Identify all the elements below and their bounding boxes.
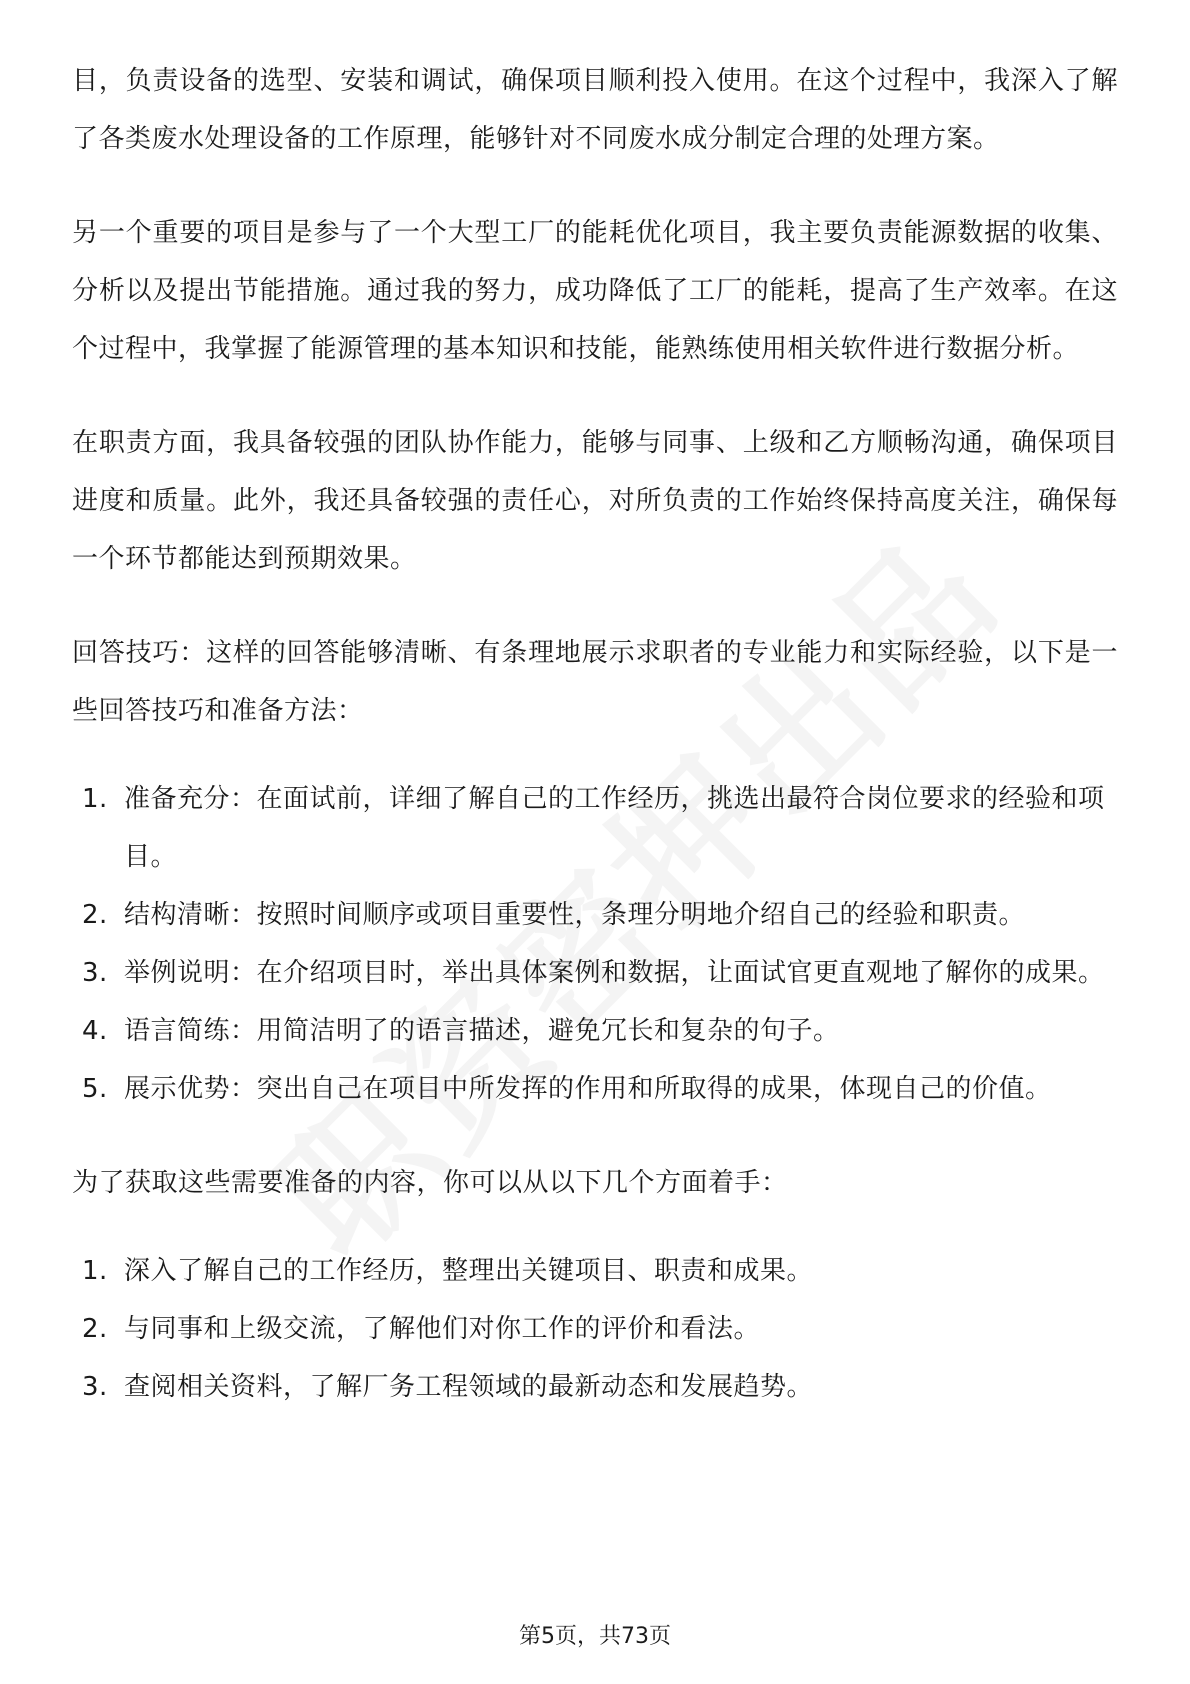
list-item (72, 1300, 1118, 1358)
list-item-number: 1. (82, 1256, 108, 1286)
page-number-footer: 第5页，共73页 (519, 1624, 671, 1649)
paragraph-project-wastewater: 目，负责设备的选型、安装和调试，确保项目顺利投入使用。在这个过程中，我深入了解了各类废水处理设备的工作原理，能够针对不同废水成分制定合理的处理方案。 (72, 66, 1118, 154)
paragraph-project-energy: 另一个重要的项目是参与了一个大型工厂的能耗优化项目，我主要负责能源数据的收集、分析以及提出节能措施。通过我的努力，成功降低了工厂的能耗，提高了生产效率。在这个过程中，我掌握了能源管理的基本知识和技能，能熟练使用相关软件进行数据分析。 (72, 218, 1118, 364)
paragraph-preparation-intro: 为了获取这些需要准备的内容，你可以从以下几个方面着手： (72, 1168, 788, 1198)
list-item (72, 1002, 1118, 1060)
list-item-text: 举例说明：在介绍项目时，举出具体案例和数据，让面试官更直观地了解你的成果。 (124, 958, 1105, 988)
list-item-number: 2. (82, 900, 108, 930)
tips-list (72, 770, 1118, 1118)
list-item-text: 与同事和上级交流，了解他们对你工作的评价和看法。 (124, 1314, 761, 1344)
list-item-number: 5. (82, 1074, 108, 1104)
list-item (72, 1060, 1118, 1118)
list-item-text: 查阅相关资料，了解厂务工程领域的最新动态和发展趋势。 (124, 1372, 814, 1402)
list-item-text: 语言简练：用简洁明了的语言描述，避免冗长和复杂的句子。 (124, 1016, 840, 1046)
list-item-number: 3. (82, 958, 108, 988)
list-item (72, 1358, 1118, 1416)
document-body (72, 52, 1118, 1452)
list-item (72, 1242, 1118, 1300)
list-item (72, 886, 1118, 944)
preparation-list (72, 1242, 1118, 1416)
list-item (72, 770, 1118, 886)
paragraph-answer-tips-intro: 回答技巧：这样的回答能够清晰、有条理地展示求职者的专业能力和实际经验，以下是一些回答技巧和准备方法： (72, 638, 1118, 726)
list-item-text: 结构清晰：按照时间顺序或项目重要性，条理分明地介绍自己的经验和职责。 (124, 900, 1026, 930)
list-item-number: 4. (82, 1016, 108, 1046)
list-item (72, 944, 1118, 1002)
list-item-number: 3. (82, 1372, 108, 1402)
list-item-number: 1. (82, 784, 108, 814)
list-item-text: 展示优势：突出自己在项目中所发挥的作用和所取得的成果，体现自己的价值。 (124, 1074, 1052, 1104)
list-item-text: 深入了解自己的工作经历，整理出关键项目、职责和成果。 (124, 1256, 814, 1286)
list-item-number: 2. (82, 1314, 108, 1344)
paragraph-responsibilities: 在职责方面，我具备较强的团队协作能力，能够与同事、上级和乙方顺畅沟通，确保项目进度和质量。此外，我还具备较强的责任心，对所负责的工作始终保持高度关注，确保每一个环节都能达到预期效果。 (72, 428, 1118, 574)
list-item-text: 准备充分：在面试前，详细了解自己的工作经历，挑选出最符合岗位要求的经验和项目。 (124, 784, 1105, 872)
